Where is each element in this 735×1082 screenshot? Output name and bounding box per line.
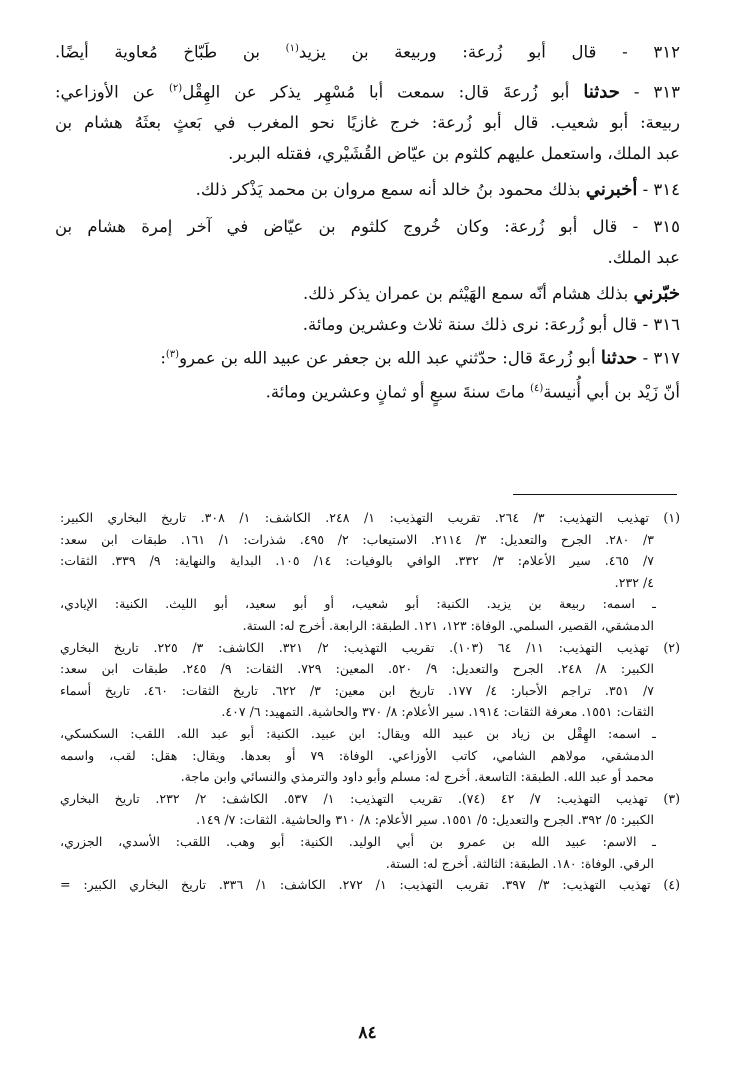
text-span: بذلك هشام أنّه سمع الهَيْثم بن عمران يذكر ذلك. xyxy=(303,284,634,304)
footnote-line: الرقي. الوفاة: ١٨٠. الطبقة: الثالثة. أخرج له: الستة. xyxy=(385,855,654,871)
text-span: عبد الملك، واستعمل عليهم كلثوم بن عيّاض القُشَيْري، فقتله البربر. xyxy=(228,143,680,163)
text-span: قال أبو زُرعة: وكان خُروج كلثوم بن عيّاض في آخر إمرة هشام بن xyxy=(55,216,618,236)
footnote-line: ٣/ ٢٨٠. الجرح والتعديل: ٣/ ٢١١٤. الاستيعاب: ٢/ ٤٩٥. شذرات: ١/ ١٦١. طبقات ابن سعد: xyxy=(60,531,654,547)
text-span: عن الأوزاعي: xyxy=(55,82,170,102)
text-line xyxy=(55,175,680,206)
footnote-line: (٤) تهذيب التهذيب: ٣/ ٣٩٧. تقريب التهذيب: ١/ ٢٧٢. الكاشف: ١/ ٣٣٦. تاريخ البخاري الكبير: = xyxy=(60,877,681,893)
text-span: قال أبو زُرعة: وربيعة بن يزيد xyxy=(298,42,597,62)
paragraph-p312 xyxy=(55,34,680,68)
footnote-ref: (٣) xyxy=(165,349,180,361)
footnote-line: الثقات: ١٥٥١. معرفة الثقات: ١٩١٤. سير الأعلام: ٨/ ٣٧٠ والحاشية. التمهيد: ٦/ ٤٠٧. xyxy=(221,704,654,720)
text-span: أبو زُرعةَ قال: سمعت أبا مُسْهِر يذكر عن الهِقْل xyxy=(182,82,584,102)
text-line xyxy=(55,243,680,274)
footnote-line: ٤/ ٢٣٢. xyxy=(614,574,654,590)
footnote-separator xyxy=(513,494,677,495)
paragraph-p313 xyxy=(55,74,680,169)
text-line xyxy=(55,108,680,139)
text-line xyxy=(55,212,680,243)
narration-keyword: حدثنا xyxy=(600,347,638,369)
footnote-line: ٧/ ٤٦٥. سير الأعلام: ٣/ ٣٣٢. الوافي بالوفيات: ١٤/ ١٠٥. البداية والنهاية: ٩/ ٣٣٩. الثقات: xyxy=(60,553,655,569)
footnote-line: (٣) تهذيب التهذيب: ٧/ ٤٢ (٧٤). تقريب التهذيب: ١/ ٥٣٧. الكاشف: ٢/ ٢٣٢. تاريخ البخاري xyxy=(60,790,681,806)
text-span: بن طَبّاخ مُعاوية أيضًا. xyxy=(55,42,286,62)
text-span: أنّ زَيْد بن أبي أُنيسة xyxy=(543,382,680,402)
text-span: : xyxy=(160,348,166,368)
footnotes xyxy=(60,507,680,896)
text-span: بذلك محمود بنُ خالد أنه سمع مروان بن محمد يَذْكر ذلك. xyxy=(195,180,586,200)
main-text xyxy=(55,34,680,409)
footnote-ref: (١) xyxy=(285,43,299,54)
narration-keyword: خبّرني xyxy=(633,283,680,305)
footnote-line: ٧/ ٣٥١. تراجم الأحبار: ٤/ ١٧٧. تاريخ ابن معين: ٣/ ٦٢٢. تاريخ الثقات: ٤٦٠. تاريخ أسماء xyxy=(60,682,655,698)
footnote-fn2 xyxy=(60,637,680,788)
footnote-line: (١) تهذيب التهذيب: ٣/ ٢٦٤. تقريب التهذيب: ١/ ٢٤٨. الكاشف: ١/ ٣٠٨. تاريخ البخاري الكبير: xyxy=(60,510,681,525)
footnote-ref: (٤) xyxy=(530,383,544,395)
footnote-line: ـ اسمه: ربيعة بن يزيد. الكنية: أبو شعيب، أو أبو سعيد، أبو الليث. الكنية: الإيادي، xyxy=(60,596,656,612)
paragraph-number: ٣١٦ - xyxy=(637,314,680,334)
text-line xyxy=(55,340,680,374)
narration-keyword: حدثنا xyxy=(583,81,620,103)
paragraph-number: ٣١٣ - xyxy=(619,82,680,102)
text-line xyxy=(55,34,680,68)
footnote-line: الكبير: ٨/ ٢٤٨. الجرح والتعديل: ٩/ ٥٢٠. المعين: ٧٢٩. الثقات: ٩/ ٢٤٥. طبقات ابن سعد: xyxy=(60,661,654,677)
paragraph-number: ٣١٢ - xyxy=(596,42,680,62)
text-span: أبو زُرعةَ قال: حدّثني عبد الله بن جعفر عن عبيد الله بن عمرو xyxy=(179,348,601,368)
paragraph-number: ٣١٧ - xyxy=(637,348,680,368)
page-number: ٨٤ xyxy=(358,1023,377,1043)
footnote-fn1 xyxy=(60,507,680,637)
text-line xyxy=(55,279,680,310)
narration-keyword: أخبرني xyxy=(585,179,638,201)
footnote-ref: (٢) xyxy=(169,83,183,95)
footnote-line: الدمشقي، القصير، السلمي. الوفاة: ١٢٣، ١٢١. الطبقة: الرابعة. أخرج له: الستة. xyxy=(242,617,654,633)
paragraph-number: ٣١٤ - xyxy=(637,180,680,200)
text-span: ربيعة: أبو شعيب. قال أبو زُرعة: خرج غازيًا نحو المغرب في بَعثٍ بعثَهُ هشام بن xyxy=(55,113,680,133)
text-span: قال أبو زُرعة: نرى ذلك سنة ثلاث وعشرين ومائة. xyxy=(302,314,638,334)
paragraph-pkhb xyxy=(55,279,680,408)
footnote-line: محمد أو عبد الله. الطبقة: التاسعة. أخرج له: مسلم وأبو داود والترمذي والنسائي وابن ماجة. xyxy=(180,769,654,785)
footnote-line: الكبير: ٥/ ٣٩٢. الجرح والتعديل: ٥/ ١٥٥١. سير الأعلام: ٨/ ٣١٠ والحاشية. الثقات: ٧/ ١٤٩. xyxy=(196,812,654,828)
footnote-line: ـ الاسم: عبيد الله بن عمرو بن أبي الوليد. الكنية: أبو وهب. اللقب: الأسدي، الجزري، xyxy=(60,833,656,849)
text-line xyxy=(55,310,680,341)
paragraph-number: ٣١٥ - xyxy=(617,216,680,236)
text-line xyxy=(55,139,680,170)
text-line xyxy=(55,74,680,108)
paragraph-p314 xyxy=(55,175,680,206)
footnote-line: ـ اسمه: الهِقْل بن زياد بن عبيد الله ويقال: ابن عبيد. الكنية: أبو عبد الله. اللقب: السكسكي، xyxy=(60,725,656,741)
footnote-fn4 xyxy=(60,874,680,896)
text-line xyxy=(55,374,680,408)
text-span: عبد الملك. xyxy=(607,247,680,267)
paragraph-p315 xyxy=(55,212,680,273)
text-span: ماتَ سنةَ سبعٍ أو ثمانٍ وعشرين ومائة. xyxy=(265,382,531,402)
footnote-fn3 xyxy=(60,788,680,874)
footnote-line: الدمشقي، مولاهم الشامي، كاتب الأوزاعي. الوفاة: ٧٩ أو بعدها. ويقال: هقل: لقب، واسمه xyxy=(60,747,654,763)
footnote-line: (٢) تهذيب التهذيب: ١١/ ٦٤ (١٠٣). تقريب التهذيب: ٢/ ٣٢١. الكاشف: ٣/ ٢٢٥. تاريخ البخاري xyxy=(60,639,680,655)
